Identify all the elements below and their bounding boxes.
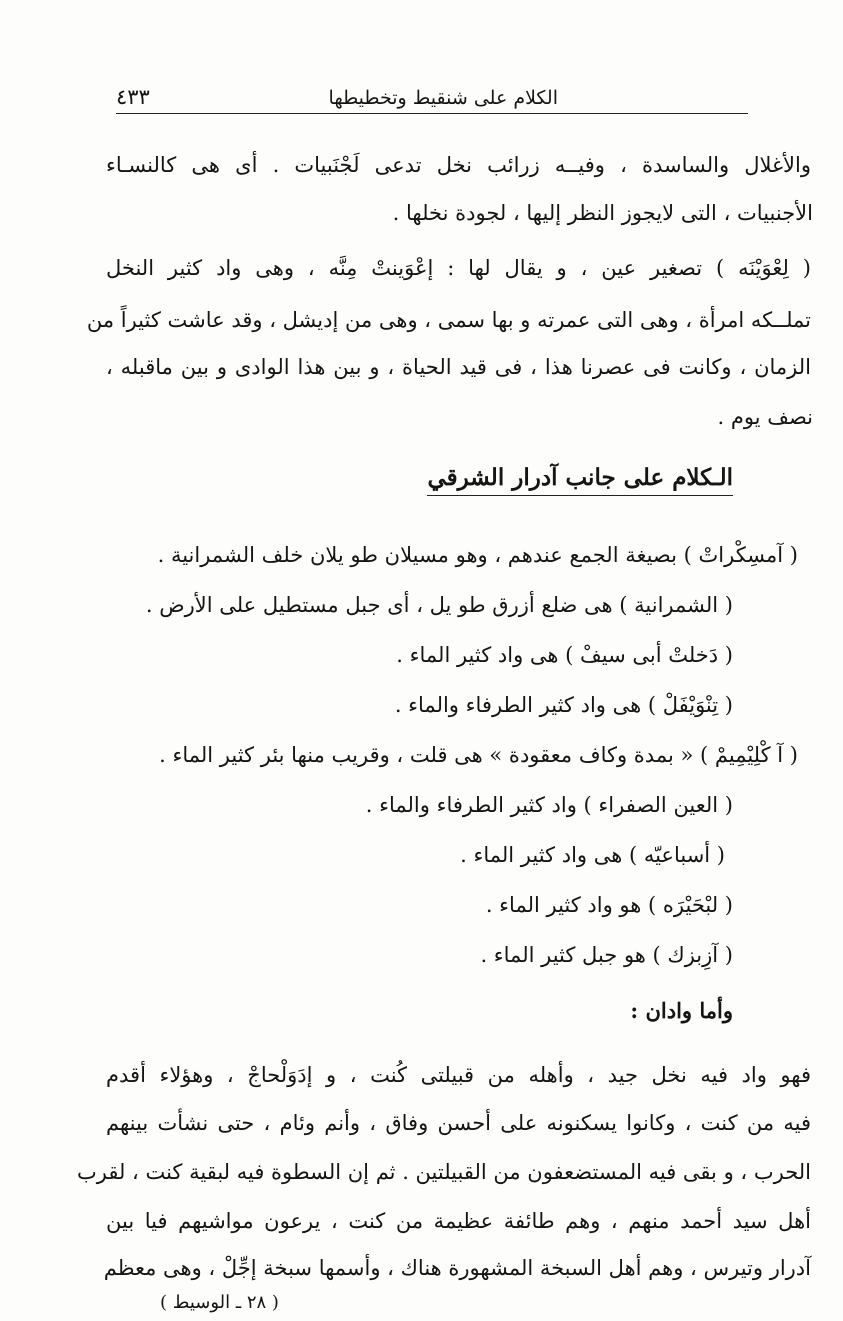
text-line: فيه من كنت ، وكانوا يسكنونه على أحسن وفاق ، وأنم وئام ، حتى نشأت بينهم <box>106 1111 811 1135</box>
text-line: الزمان ، وكانت فى عصرنا هذا ، فى قيد الحياة ، و بين هذا الوادى و بين ماقبله ، <box>106 355 811 379</box>
entry-line: ( أسباعيّه ) هى واد كثير الماء . <box>460 843 725 867</box>
signature-footer: ( ٢٨ ـ الوسيط ) <box>160 1292 279 1313</box>
text-line: نصف يوم . <box>717 405 813 429</box>
text-line: الأجنبيات ، التى لايجوز النظر إليها ، لجودة نخلها . <box>392 201 813 225</box>
entry-line: ( تِنْوَيْفَلْ ) هى واد كثير الطرفاء والماء . <box>394 693 733 717</box>
text-line: تملــكه امرأة ، وهى التى عمرته و بها سمى ، وهى من إديشل ، وقد عاشت كثيراً من <box>86 308 811 332</box>
section-heading: الـكلام على جانب آدرار الشرقي <box>427 464 733 496</box>
running-header <box>116 78 748 114</box>
entry-line: ( الشمرانية ) هى ضلع أزرق طو يل ، أى جبل مستطيل على الأرض . <box>145 593 733 617</box>
entry-line: ( آ كْلِيْمِيمْ ) « بمدة وكاف معقودة » هى قلت ، وقريب منها بئر كثير الماء . <box>159 743 798 767</box>
text-line: أهل سيد أحمد منهم ، وهم طائفة عظيمة من كنت ، يرعون مواشيهم فيا بين <box>106 1209 811 1233</box>
entry-line: ( العين الصفراء ) واد كثير الطرفاء والماء . <box>365 793 733 817</box>
subheading: وأما وادان : <box>630 998 733 1023</box>
running-title: الكلام على شنقيط وتخطيطها <box>328 87 558 109</box>
entry-line: ( آزِبزك ) هو جبل كثير الماء . <box>480 943 733 967</box>
text-line: فهو واد فيه نخل جيد ، وأهله من قبيلتى كُنت ، و إدَوَلْحاجْ ، وهؤلاء أقدم <box>106 1063 811 1087</box>
entry-line: ( دَخلتْ أبى سيفْ ) هى واد كثير الماء . <box>396 643 733 667</box>
text-line: ( لِعْوَيْنَه ) تصغير عين ، و يقال لها : إعْوَينتْ مِنَّه ، وهى واد كثير النخل <box>106 256 811 280</box>
entry-line: ( آمسِكْراتْ ) بصيغة الجمع عندهم ، وهو مسيلان طو يلان خلف الشمرانية . <box>157 543 798 567</box>
page-number: ٤٣٣ <box>116 85 150 109</box>
entry-line: ( لبْحَيْرَه ) هو واد كثير الماء . <box>485 893 733 917</box>
text-line: آدرار وتيرس ، وهم أهل السبخة المشهورة هناك ، وأسمها سبخة إجِّلْ ، وهى معظم <box>103 1256 811 1280</box>
text-line: والأغلال والساسدة ، وفيــه زرائب نخل تدعى لَجْنَبيات . أى هى كالنسـاء <box>106 153 811 177</box>
text-line: الحرب ، و بقى فيه المستضعفون من القبيلتين . ثم إن السطوة فيه لبقية كنت ، لقرب <box>76 1160 811 1184</box>
